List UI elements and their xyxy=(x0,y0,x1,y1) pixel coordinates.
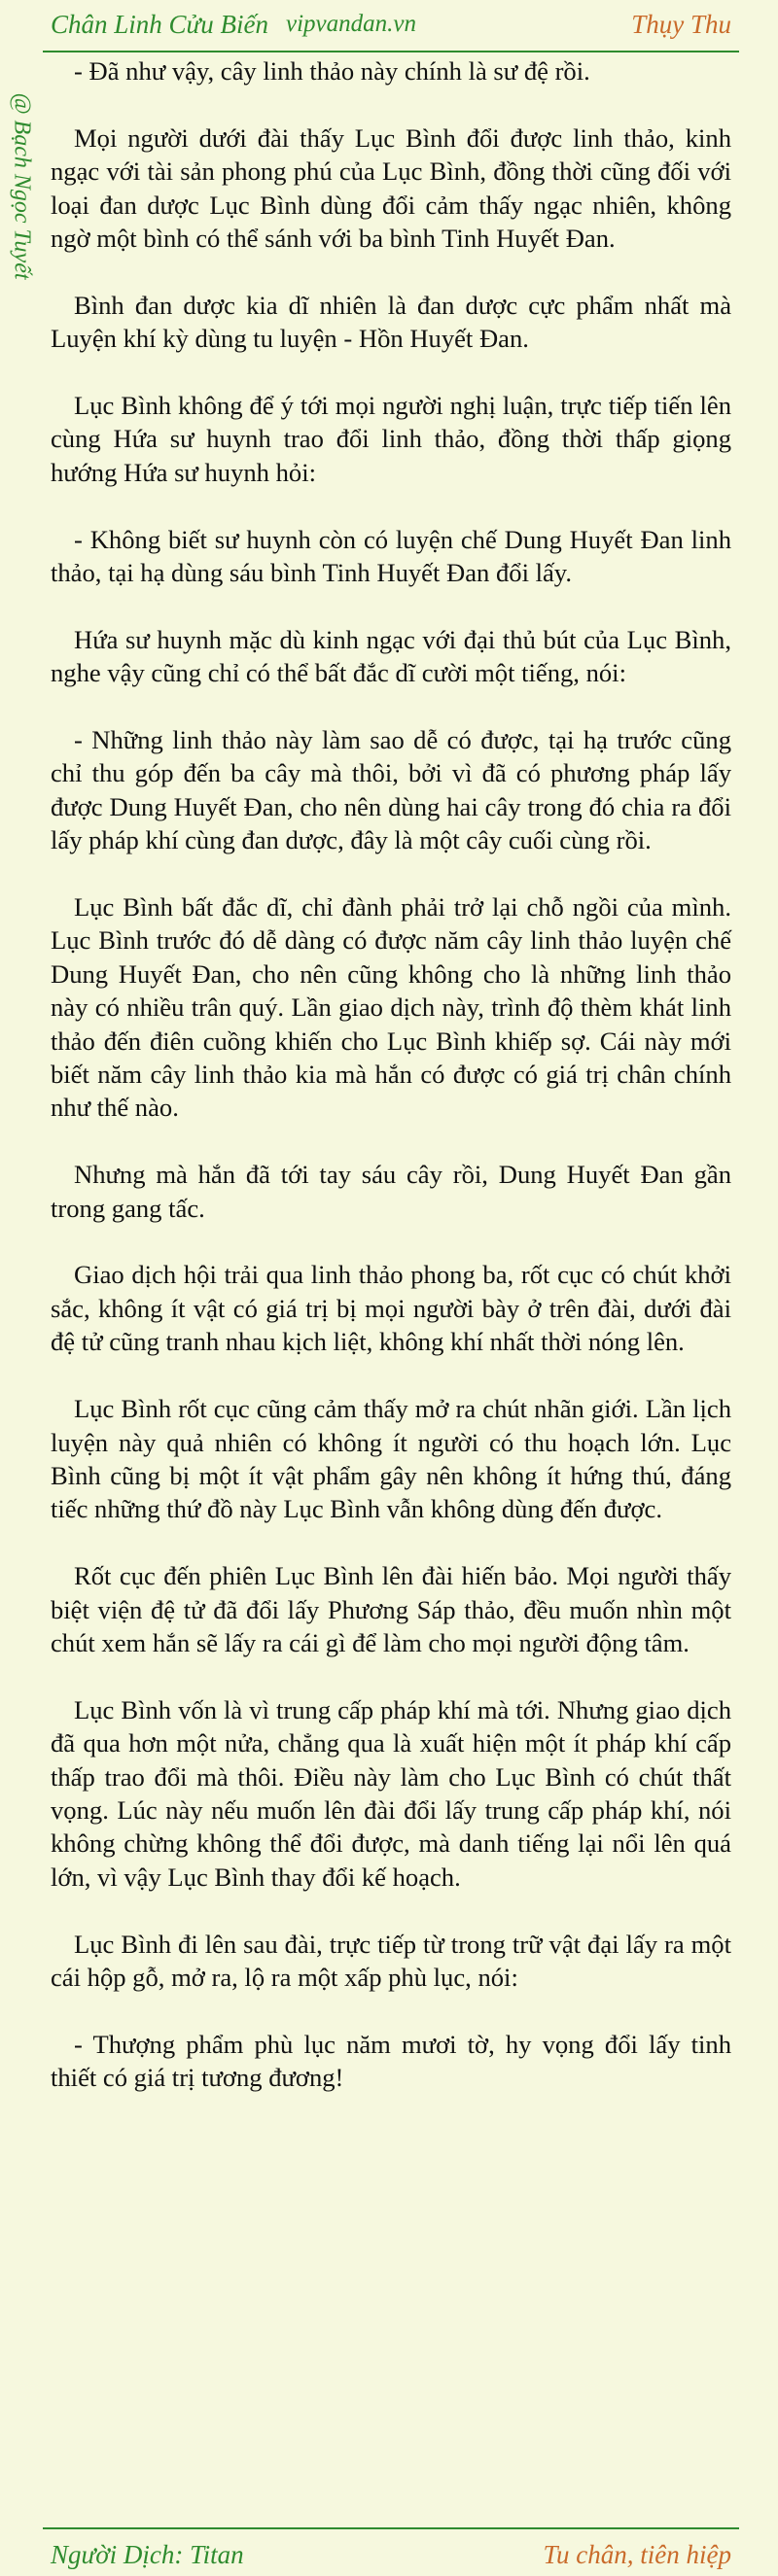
chapter-body xyxy=(51,54,731,2128)
side-credit xyxy=(4,54,39,317)
paragraph: Bình đan dược kia dĩ nhiên là đan dược cực phẩm nhất mà Luyện khí kỳ dùng tu luyện - Hồn Huyết Đan. xyxy=(51,290,731,354)
paragraph: Nhưng mà hắn đã tới tay sáu cây rồi, Dung Huyết Đan gần trong gang tấc. xyxy=(51,1160,731,1223)
author-name: Thụy Thu xyxy=(631,9,731,39)
paragraph: Lục Bình không để ý tới mọi người nghị luận, trực tiếp tiến lên cùng Hứa sư huynh trao đổi linh thảo, đồng thời thấp giọng hướng Hứa sư huynh hỏi: xyxy=(51,391,731,487)
page-footer xyxy=(51,2533,731,2576)
site-name: vipvandan.vn xyxy=(286,11,416,37)
book-title: Chân Linh Cửu Biến xyxy=(51,9,268,39)
paragraph: - Thượng phẩm phù lục năm mươi tờ, hy vọng đổi lấy tinh thiết có giá trị tương đương! xyxy=(51,2029,731,2093)
paragraph: Rốt cục đến phiên Lục Bình lên đài hiến bảo. Mọi người thấy biệt viện đệ tử đã đổi lấy Phương Sáp thảo, đều muốn nhìn một chút xem hắn sẽ lấy ra cái gì để làm cho mọi người động tâm. xyxy=(51,1561,731,1657)
paragraph: - Những linh thảo này làm sao dễ có được, tại hạ trước cũng chỉ thu góp đến ba cây mà thôi, bởi vì đã có phương pháp lấy được Dung Huyết Đan, cho nên dùng hai cây trong đó chia ra đổi lấy pháp khí cùng đan dược, đây là một cây cuối cùng rồi. xyxy=(51,725,731,855)
translator-credit: Người Dịch: Titan xyxy=(51,2539,244,2569)
paragraph: Mọi người dưới đài thấy Lục Bình đổi được linh thảo, kinh ngạc với tài sản phong phú của Lục Bình, đồng thời cũng đối với loại đan dược Lục Bình dùng đổi cảm thấy ngạc nhiên, không ngờ một bình có thể sánh với ba bình Tinh Huyết Đan. xyxy=(51,122,731,254)
header-divider xyxy=(43,51,739,52)
paragraph: Lục Bình đi lên sau đài, trực tiếp từ trong trữ vật đại lấy ra một cái hộp gỗ, mở ra, lộ ra một xấp phù lục, nói: xyxy=(51,1929,731,1992)
side-credit-text: @ Bạch Ngọc Tuyết xyxy=(9,91,35,280)
paragraph: Lục Bình bất đắc dĩ, chỉ đành phải trở lại chỗ ngồi của mình. Lục Bình trước đó dễ dàng có được năm cây linh thảo luyện chế Dung Huyết Đan, cho nên cũng không cho là những linh thảo này có nhiều trân quý. Lần giao dịch này, trình độ thèm khát linh thảo đến điên cuồng khiến cho Lục Bình khiếp sợ. Cái này mới biết năm cây linh thảo kia mà hắn có được có giá trị chân chính như thế nào. xyxy=(51,892,731,1123)
footer-divider xyxy=(43,2527,739,2529)
paragraph: - Không biết sư huynh còn có luyện chế Dung Huyết Đan linh thảo, tại hạ dùng sáu bình Tinh Huyết Đan đổi lấy. xyxy=(51,524,731,588)
paragraph: Lục Bình rốt cục cũng cảm thấy mở ra chút nhãn giới. Lần lịch luyện này quả nhiên có không ít người có thu hoạch lớn. Lục Bình cũng bị một ít vật phẩm gây nên không ít hứng thú, đáng tiếc những thứ đồ này Lục Bình vẫn không dùng đến được. xyxy=(51,1394,731,1524)
paragraph: - Đã như vậy, cây linh thảo này chính là sư đệ rồi. xyxy=(74,56,590,86)
paragraph: Giao dịch hội trải qua linh thảo phong ba, rốt cục có chút khởi sắc, không ít vật có giá trị bị mọi người bày ở trên đài, dưới đài đệ tử cũng tranh nhau kịch liệt, không khí nhất thời nóng lên. xyxy=(51,1260,731,1357)
paragraph: Hứa sư huynh mặc dù kinh ngạc với đại thủ bút của Lục Bình, nghe vậy cũng chỉ có thể bất đắc dĩ cười một tiếng, nói: xyxy=(51,624,731,688)
paragraph: Lục Bình vốn là vì trung cấp pháp khí mà tới. Nhưng giao dịch đã qua hơn một nửa, chẳng qua là xuất hiện một ít pháp khí cấp thấp trao đổi mà thôi. Điều này làm cho Lục Bình có chút thất vọng. Lúc này nếu muốn lên đài đổi lấy trung cấp pháp khí, nói không chừng không thể đổi được, mà danh tiếng lại nổi lên quá lớn, vì vậy Lục Bình thay đổi kế hoạch. xyxy=(51,1694,731,1892)
genre-label: Tu chân, tiên hiệp xyxy=(543,2539,731,2569)
page-header xyxy=(51,0,731,49)
